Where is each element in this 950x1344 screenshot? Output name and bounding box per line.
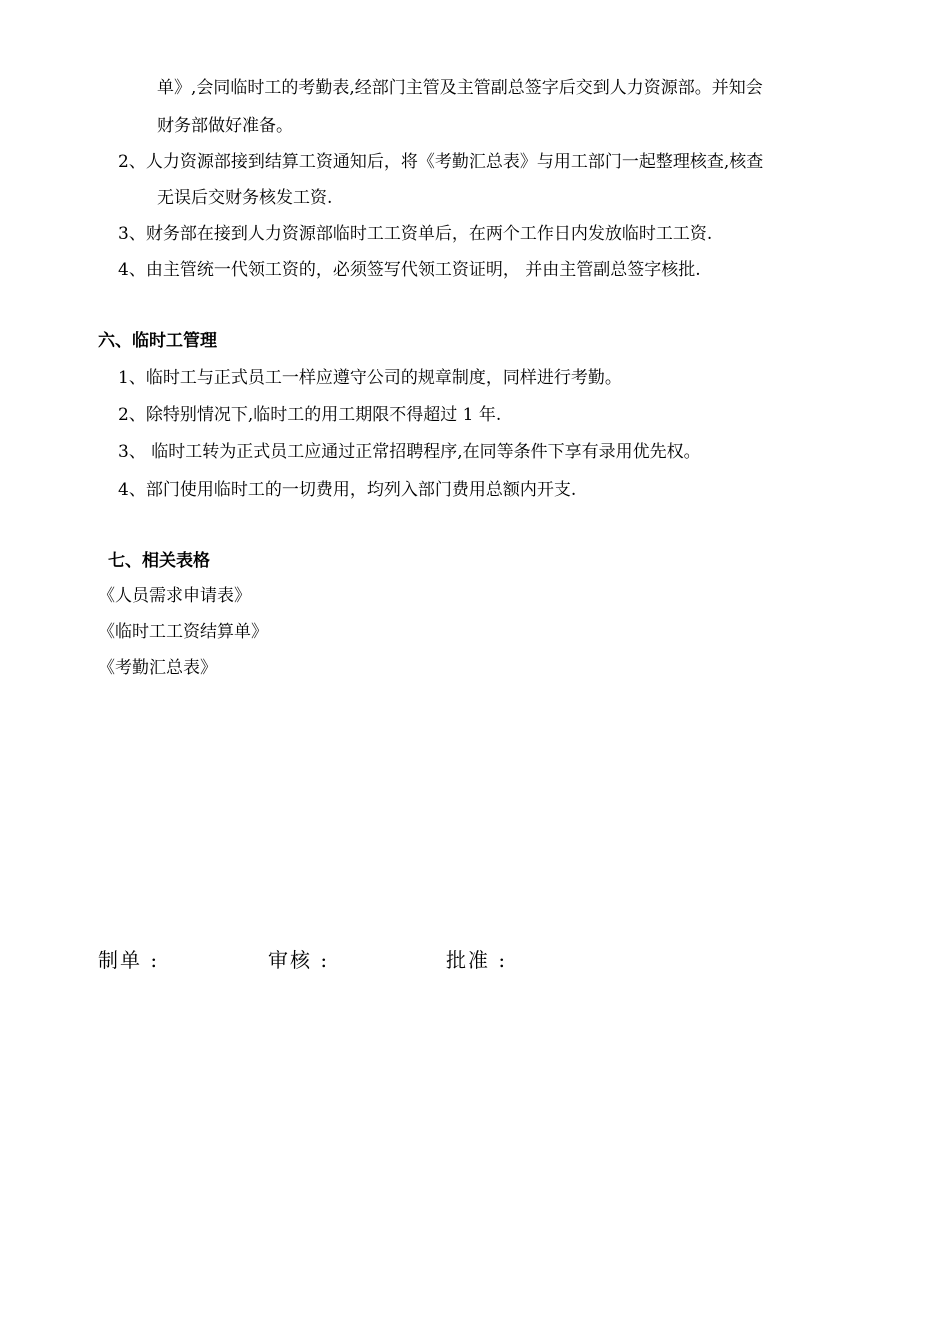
form-item: 《考勤汇总表》	[98, 658, 217, 678]
section6-title: 六、临时工管理	[98, 331, 217, 351]
section5-line2: 财务部做好准备。	[157, 116, 293, 136]
form-item: 《临时工工资结算单》	[98, 622, 268, 642]
section6-item1: 1、临时工与正式员工一样应遵守公司的规章制度，同样进行考勤。	[118, 368, 622, 388]
section7-title: 七、相关表格	[108, 551, 210, 571]
form-item: 《人员需求申请表》	[98, 586, 251, 606]
section6-item2: 2、除特别情况下,临时工的用工期限不得超过 1 年.	[118, 405, 502, 425]
signature-prepared-label: 制单 :	[98, 948, 160, 972]
section6-item3: 3、 临时工转为正式员工应通过正常招聘程序,在同等条件下享有录用优先权。	[118, 442, 701, 462]
section5-item4: 4、由主管统一代领工资的，必须签写代领工资证明， 并由主管副总签字核批.	[118, 260, 701, 280]
signature-approved-label: 批准 :	[446, 948, 508, 972]
section5-item2-line1: 2、人力资源部接到结算工资通知后，将《考勤汇总表》与用工部门一起整理核查,核查	[118, 152, 764, 172]
section5-item2-line2: 无误后交财务核发工资.	[157, 188, 333, 208]
signature-reviewed-label: 审核 :	[268, 948, 330, 972]
section5-line1: 单》,会同临时工的考勤表,经部门主管及主管副总签字后交到人力资源部。并知会	[157, 78, 763, 98]
section6-item4: 4、部门使用临时工的一切费用，均列入部门费用总额内开支.	[118, 480, 577, 500]
section5-item3: 3、财务部在接到人力资源部临时工工资单后，在两个工作日内发放临时工工资.	[118, 224, 713, 244]
